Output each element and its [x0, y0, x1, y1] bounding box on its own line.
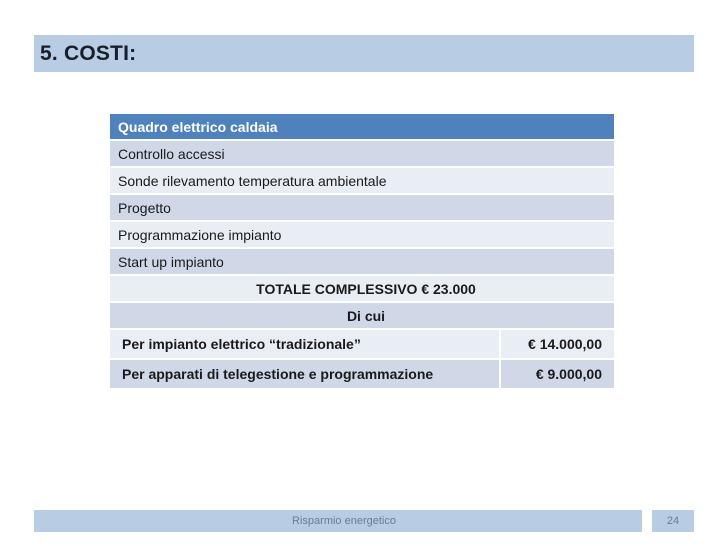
cost-item: Sonde rilevamento temperatura ambientale — [108, 168, 614, 195]
breakdown-amount: € 14.000,00 — [499, 330, 614, 360]
cost-table — [108, 114, 614, 390]
total-row — [108, 276, 614, 303]
slide-title-bar — [34, 35, 694, 72]
slide-title: 5. COSTI: — [40, 42, 137, 65]
page-number-box — [652, 510, 694, 532]
table-header-cell: Quadro elettrico caldaia — [108, 114, 614, 141]
table-row — [108, 249, 614, 276]
cost-item: Controllo accessi — [108, 141, 614, 168]
table-row — [108, 168, 614, 195]
breakdown-label: Per impianto elettrico “tradizionale” — [108, 330, 499, 360]
cost-item: Progetto — [108, 195, 614, 222]
cost-item: Start up impianto — [108, 249, 614, 276]
cost-item: Programmazione impianto — [108, 222, 614, 249]
page-number: 24 — [666, 515, 680, 527]
footer-bar — [34, 510, 642, 532]
breakdown-amount: € 9.000,00 — [499, 360, 614, 390]
table-row — [108, 195, 614, 222]
of-which-label: Di cui — [108, 303, 614, 330]
table-row — [108, 141, 614, 168]
breakdown-label: Per apparati di telegestione e programmazione — [108, 360, 499, 390]
table-header-row — [108, 114, 614, 141]
breakdown-row — [108, 360, 614, 390]
footer-text: Risparmio energetico — [292, 515, 396, 527]
table-row — [108, 222, 614, 249]
of-which-row — [108, 303, 614, 330]
total-label: TOTALE COMPLESSIVO € 23.000 — [108, 276, 614, 303]
breakdown-row — [108, 330, 614, 360]
